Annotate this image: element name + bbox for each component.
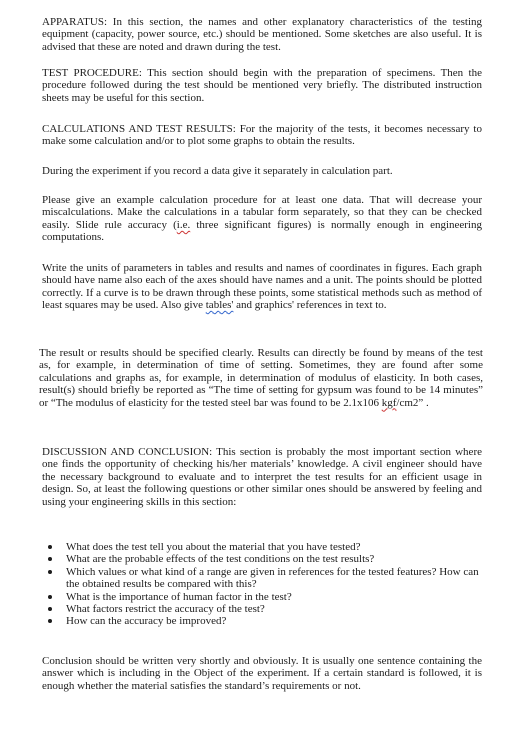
question-text: Which values or what kind of a range are given in references for the tested features? How can the obtained results be compared with this? [66,565,479,591]
during-experiment-paragraph: During the experiment if you record a data give it separately in calculation part. [42,165,393,177]
discussion-paragraph: DISCUSSION AND CONCLUSION: This section is probably the most important section where one finds the opportunity of checking his/her materials’ knowledge. A civil engineer should have the necessary background to evaluate and to interpret the test results for an efficient usage in design. So, at least the following questions or other similar ones should be answered by feeling and using your engineering skills in this section: [42,446,482,508]
test-procedure-paragraph: TEST PROCEDURE: This section should begin with the preparation of specimens. Then the procedure followed during the test should be mentioned very briefly. The distributed instruction sheets may be useful for this section. [42,67,482,104]
results-text-2: /cm2” . [396,396,429,409]
apparatus-paragraph: APPARATUS: In this section, the names and other explanatory characteristics of the testing equipment (capacity, power source, etc.) should be mentioned. Some sketches are also useful. It is advised that these are noted and drawn during the test. [42,16,482,53]
units-paragraph [42,262,482,312]
units-text-2: and graphics' references in text to. [233,299,387,312]
bullet-icon [48,570,52,574]
bullet-icon [48,595,52,599]
list-item [48,603,484,615]
bullet-icon [48,619,52,623]
conclusion-paragraph: Conclusion should be written very shortly and obviously. It is usually one sentence containing the answer which is including in the Object of the experiment. If a certain standard is followed, it is enough whether the material satisfies the standard’s requirements or not. [42,655,482,692]
bullet-icon [48,545,52,549]
bullet-icon [48,557,52,561]
example-calc-text-2: three significant figures) is normally enough in engineering computations. [42,218,482,244]
example-calc-text-1: Please give an example calculation procedure for at least one data. That will decrease your miscalculations. Make the calculations in a tabular form separately, so that they can be checked easily. Slide rule accuracy ( [42,194,482,231]
results-paragraph [39,347,483,409]
list-item [48,566,484,591]
ie-marked-word: i.e. [176,218,191,231]
tables-marked-word: tables' [205,299,234,312]
list-item [48,591,484,603]
kgf-marked-word: kgf [381,396,397,409]
bullet-icon [48,607,52,611]
question-text: What factors restrict the accuracy of the test? [66,603,265,616]
question-text: How can the accuracy be improved? [66,615,227,628]
list-item [48,553,484,565]
question-list [48,541,484,628]
example-calculation-paragraph [42,194,482,244]
question-text: What are the probable effects of the test conditions on the test results? [66,553,375,566]
question-text: What is the importance of human factor in the test? [66,590,292,603]
calculations-paragraph: CALCULATIONS AND TEST RESULTS: For the majority of the tests, it becomes necessary to make some calculation and/or to plot some graphs to obtain the results. [42,123,482,148]
list-item [48,541,484,553]
results-text-1: The result or results should be specified clearly. Results can directly be found by means of the test as, for example, in determination of time of setting. Sometimes, they are found after some calculations and graphs as, for example, in determination of modulus of elasticity. In both cases, result(s) should briefly be reported as “The time of setting for gypsum was found to be 14 minutes” or “The modulus of elasticity for the tested steel bar was found to be 2.1x106 [39,347,483,409]
units-text-1: Write the units of parameters in tables and results and names of coordinates in figures. Each graph should have name also each of the axes should have names and a unit. The points should be plotted correctly. If a curve is to be drawn through these points, some statistical methods such as method of least squares may be used. Also give [42,262,482,312]
question-text: What does the test tell you about the material that you have tested? [66,541,361,553]
list-item [48,615,484,627]
